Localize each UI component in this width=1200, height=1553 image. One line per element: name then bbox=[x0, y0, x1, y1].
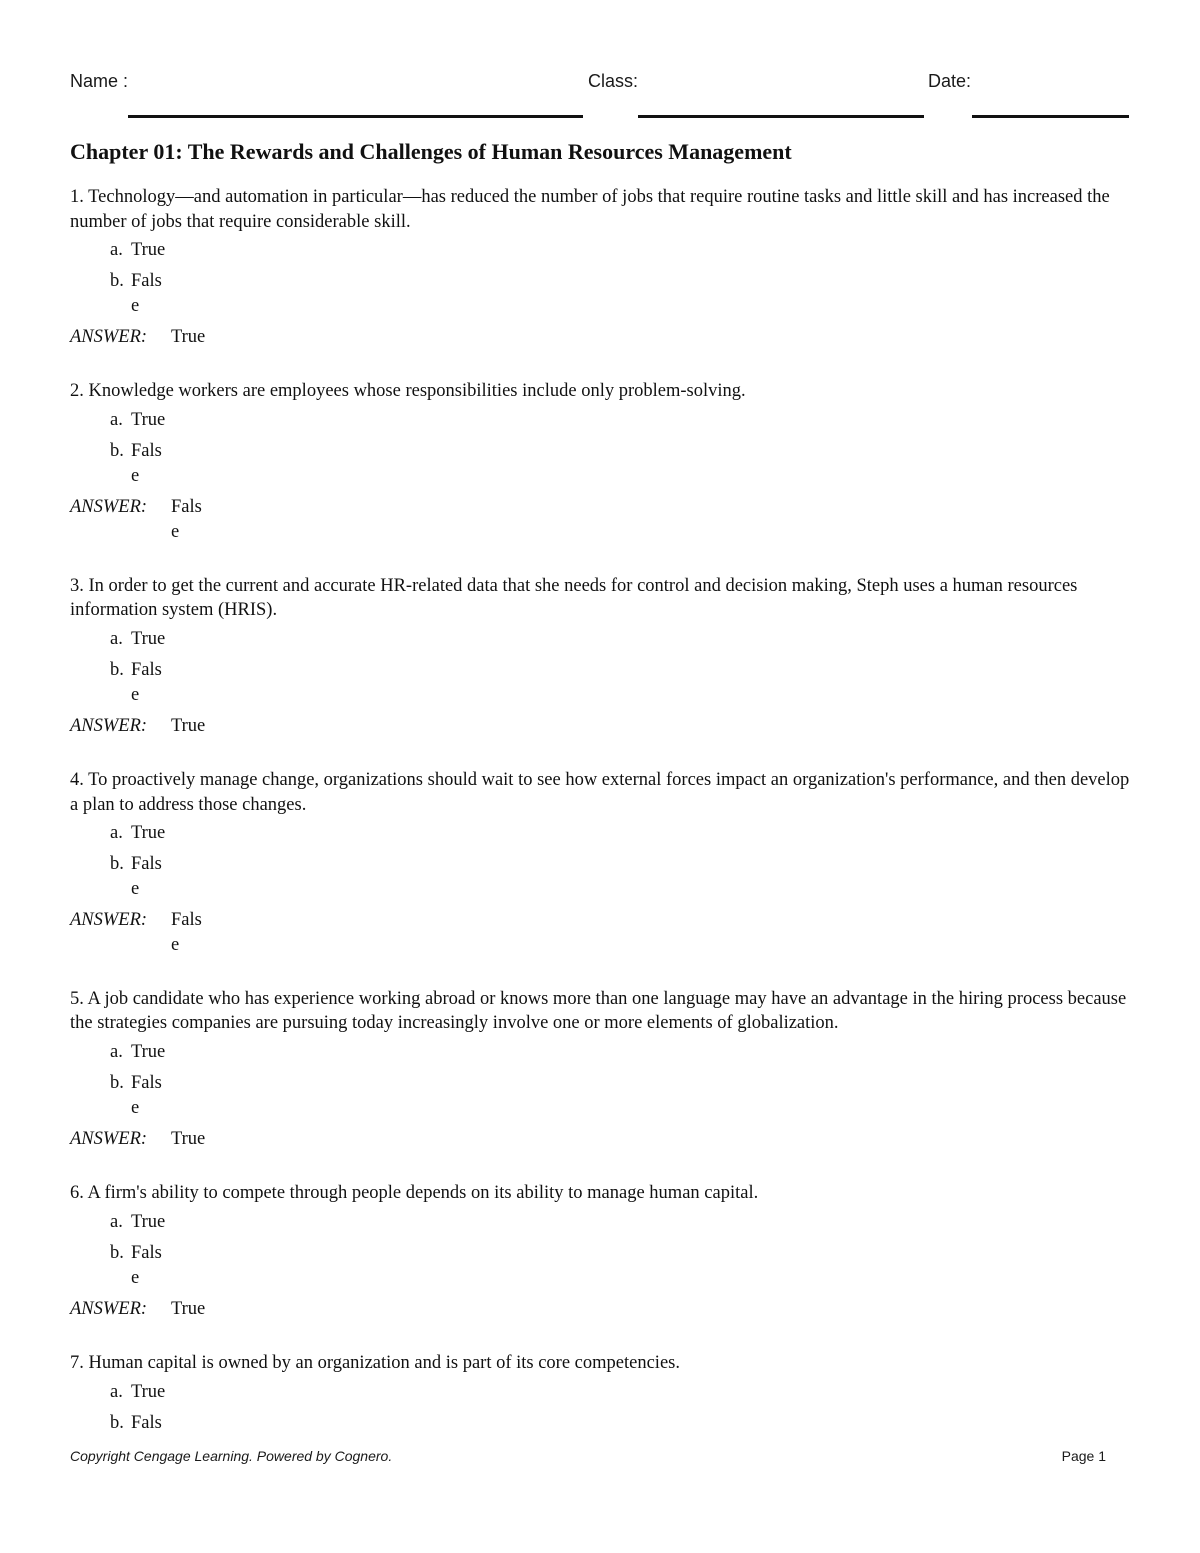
option-letter: b. bbox=[110, 271, 124, 292]
option-text: True bbox=[131, 1042, 166, 1063]
question-stem: 6. A firm's ability to compete through people depends on its ability to manage human capital. bbox=[70, 1183, 759, 1204]
option-text: False bbox=[131, 271, 162, 317]
option-text: False bbox=[131, 659, 162, 705]
option-b bbox=[70, 439, 1130, 495]
answer-row bbox=[70, 714, 1130, 739]
option-letter: a. bbox=[110, 1211, 123, 1232]
answer-row bbox=[70, 495, 1130, 544]
page-number: Page 1 bbox=[1061, 1448, 1106, 1464]
option-text: True bbox=[131, 628, 166, 649]
question-7 bbox=[70, 1351, 1130, 1442]
option-b bbox=[70, 269, 1130, 325]
option-b bbox=[70, 1241, 1130, 1297]
option-text: False bbox=[131, 854, 162, 900]
question-stem: 5. A job candidate who has experience working abroad or knows more than one language may have an advantage in the hiring process because the strategies companies are pursuing today increasingly involve one or more elements of globalization. bbox=[70, 988, 1127, 1034]
question-1 bbox=[70, 185, 1130, 350]
answer-row bbox=[70, 325, 1130, 350]
option-text: True bbox=[131, 240, 166, 261]
option-letter: b. bbox=[110, 1073, 124, 1094]
question-6 bbox=[70, 1181, 1130, 1322]
option-letter: a. bbox=[110, 410, 123, 431]
question-stem: 7. Human capital is owned by an organization and is part of its core competencies. bbox=[70, 1352, 680, 1373]
question-5 bbox=[70, 987, 1130, 1152]
question-stem: 1. Technology—and automation in particular—has reduced the number of jobs that require routine tasks and little skill and has increased the number of jobs that require considerable skill. bbox=[70, 187, 1110, 232]
name-label: Name : bbox=[70, 71, 129, 91]
question-3 bbox=[70, 574, 1130, 739]
answer-label: ANSWER: bbox=[70, 497, 148, 518]
option-text: False bbox=[131, 441, 162, 486]
option-a bbox=[70, 821, 1130, 852]
option-letter: b. bbox=[110, 659, 124, 680]
question-stem: 3. In order to get the current and accurate HR-related data that she needs for control and decision making, Steph uses a human resources information system (HRIS). bbox=[70, 575, 1078, 621]
option-text: Fals bbox=[131, 1412, 162, 1433]
option-a bbox=[70, 1380, 1130, 1411]
date-underline[interactable] bbox=[972, 115, 1129, 118]
answer-value: True bbox=[171, 327, 206, 348]
option-letter: a. bbox=[110, 823, 123, 844]
answer-value: True bbox=[171, 715, 206, 736]
page-title: Chapter 01: The Rewards and Challenges of Human Resources Management bbox=[70, 139, 792, 164]
answer-row bbox=[70, 1127, 1130, 1152]
question-2 bbox=[70, 379, 1130, 544]
copyright-footer: Copyright Cengage Learning. Powered by Cognero. bbox=[70, 1448, 393, 1464]
name-underline[interactable] bbox=[128, 115, 583, 118]
date-label: Date: bbox=[928, 71, 972, 91]
class-underline[interactable] bbox=[638, 115, 924, 118]
answer-label: ANSWER: bbox=[70, 1129, 148, 1150]
option-a bbox=[70, 238, 1130, 269]
answer-value: True bbox=[171, 1298, 206, 1319]
question-stem: 2. Knowledge workers are employees whose responsibilities include only problem-solving. bbox=[70, 381, 746, 402]
answer-label: ANSWER: bbox=[70, 910, 148, 931]
option-b bbox=[70, 1411, 1130, 1442]
option-letter: b. bbox=[110, 1242, 124, 1263]
option-b bbox=[70, 1071, 1130, 1127]
answer-row bbox=[70, 1297, 1130, 1322]
answer-value: False bbox=[171, 497, 202, 542]
option-text: True bbox=[131, 823, 166, 844]
option-letter: a. bbox=[110, 1381, 123, 1402]
option-text: False bbox=[131, 1242, 162, 1288]
answer-value: True bbox=[171, 1129, 206, 1150]
option-letter: a. bbox=[110, 628, 123, 649]
option-a bbox=[70, 1040, 1130, 1071]
answer-value: False bbox=[171, 910, 202, 956]
option-letter: b. bbox=[110, 1412, 124, 1433]
option-a bbox=[70, 627, 1130, 658]
option-letter: a. bbox=[110, 240, 123, 261]
answer-row bbox=[70, 908, 1130, 957]
option-letter: b. bbox=[110, 441, 124, 462]
question-4 bbox=[70, 768, 1130, 958]
option-text: True bbox=[131, 1381, 166, 1402]
option-a bbox=[70, 408, 1130, 439]
class-label: Class: bbox=[588, 71, 639, 91]
option-text: True bbox=[131, 410, 166, 431]
answer-label: ANSWER: bbox=[70, 327, 148, 348]
question-stem: 4. To proactively manage change, organizations should wait to see how external forces impact an organization's performance, and then develop a plan to address those changes. bbox=[70, 769, 1130, 815]
answer-label: ANSWER: bbox=[70, 1298, 148, 1319]
option-a bbox=[70, 1210, 1130, 1241]
option-text: True bbox=[131, 1211, 166, 1232]
option-letter: b. bbox=[110, 854, 124, 875]
question-list bbox=[70, 185, 1130, 1471]
option-text: False bbox=[131, 1073, 162, 1118]
option-b bbox=[70, 658, 1130, 714]
option-b bbox=[70, 852, 1130, 908]
option-letter: a. bbox=[110, 1042, 123, 1063]
answer-label: ANSWER: bbox=[70, 715, 148, 736]
